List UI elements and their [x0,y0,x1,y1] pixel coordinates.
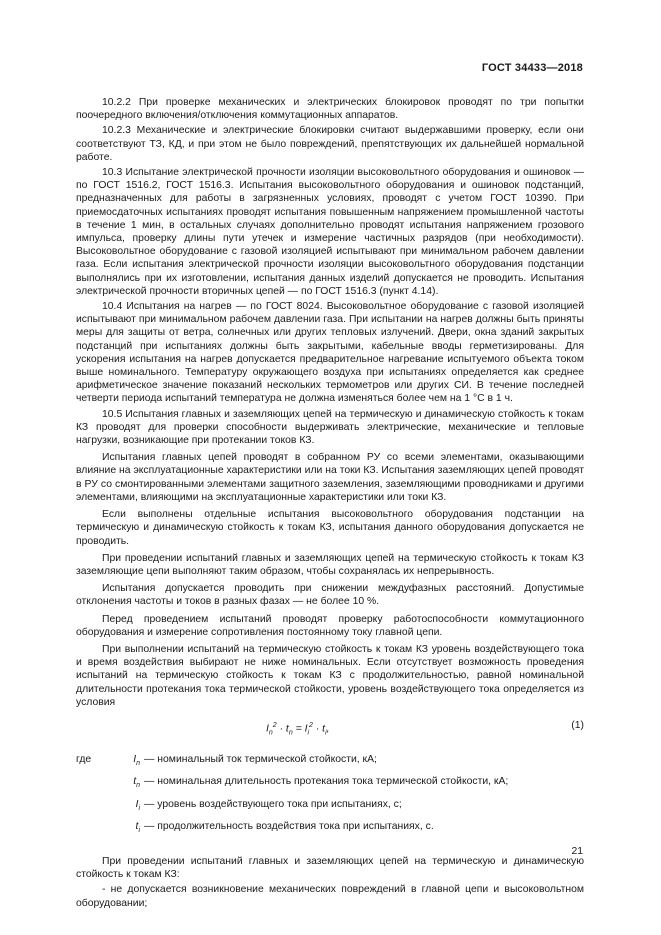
definition-item [76,753,584,770]
definition-text: — уровень воздействующего тока при испытаниях, с; [144,798,402,810]
paragraph-10-3: 10.3 Испытание электрической прочности изоляции высоковольтного оборудования и ошиновок — по ГОСТ 1516.2, ГОСТ 1516.3. Испытания высоковольтного оборудования и ошиновок подстанций, предназначенных для работы в загрязненных условиях, проводят с учетом ГОСТ 10390. При приемосдаточных испытаниях проводят испытания повышенным напряжением промышленной частоты в течение 1 мин, в остальных случаях дополнительно проводят испытания напряжением грозового импульса, проверку длины пути утечек и измерение частичных разрядов (при необходимости). Высоковольтное оборудование с газовой изоляцией испытывают при минимальном рабочем давлении газа. Если испытания электрической прочности изоляции высоковольтного оборудования подстанции выполнялись при их изготовлении, испытания данных изделий допускается не проводить. Испытания электрической прочности вторичных цепей — по ГОСТ 1516.3 (пункт 4.14). [76,167,584,297]
document-header: ГОСТ 34433—2018 [481,62,583,74]
definition-symbol: $t_n$ [133,776,140,790]
formula-row [76,719,584,739]
paragraph-thermal-stability: При выполнении испытаний на термическую стойкость к токам КЗ уровень воздействующего тока и время воздействия выбирают не ниже номинальных. Если отсутствует возможность проведения испытаний на термическую стойкость к токам КЗ с продолжительностью, равной номинальной длительности протекания тока термической стойкости, уровень воздействующего тока определяется из условия [76,643,584,708]
paragraph-pre-check: Перед проведением испытаний проводят проверку работоспособности коммутационного оборудования и измерение сопротивления постоянному току главной цепи. [76,613,584,638]
paragraph-closing-item: - не допускается возникновение механических повреждений в главной цепи и высоковольтном оборудовании; [76,884,584,909]
definitions-list [76,753,584,837]
definition-text: — номинальный ток термической стойкости, кА; [144,753,377,765]
definition-symbol: $I_n$ [133,753,140,768]
page-number: 21 [571,846,583,857]
paragraph-10-4: 10.4 Испытания на нагрев — по ГОСТ 8024. Высоковольтное оборудование с газовой изоляцией испытывают при минимальном рабочем давлении газа. При испытании на нагрев должны быть приняты меры для защиты от ветра, солнечных или других тепловых излучений. Двери, окна зданий закрытых подстанций при испытаниях должны быть закрытыми, кабельные вводы герметизированы. Для ускорения испытания на нагрев допускается предварительное нагревание испытуемого объекта током выше номинального. Температуру окружающего воздуха при испытаниях определяется как среднее арифметическое значение показаний нескольких термометров или других СИ. В течение последней четверти периода испытаний температура не должна изменяться более чем на 1 °С в 1 ч. [76,301,584,405]
definition-text: — номинальная длительность протекания тока термической стойкости, кА; [144,776,509,788]
definition-symbol: $I_i$ [135,798,140,812]
definition-item [76,820,584,837]
definition-item [76,775,584,792]
paragraph-10-2-3: 10.2.3 Механические и электрические блокировки считают выдержавшими проверку, если они соответствуют ТЗ, КД, и при этом не было повреждений, препятствующих их дальнейшей нормальной работе. [76,125,584,163]
definitions-lead: где [76,753,92,765]
formula-expression: $I_n^2 \cdot t_n = I_i^2 \cdot t_i$, [266,721,330,737]
definition-text: — продолжительность воздействия тока при испытаниях, с. [144,820,434,832]
paragraph-10-5: 10.5 Испытания главных и заземляющих цепей на термическую и динамическую стойкость к токам КЗ проводят для проверки способности выдерживать электрические, механические и тепловые нагрузки, возникающие при протекании токов КЗ. [76,408,584,447]
definition-item [76,798,584,815]
definition-symbol: $t_i$ [135,820,140,834]
paragraph-closing-intro: При проведении испытаний главных и заземляющих цепей на термическую и динамическую стойкость к токам КЗ: [76,856,584,881]
paragraph-main-circuits: Испытания главных цепей проводят в собранном РУ со всеми элементами, оказывающими влияние на эксплуатационные характеристики или на токи КЗ. Испытания заземляющих цепей проводят в РУ со смонтированными элементами защитного заземления, заземляющими проводниками и другими элементами, влияющими на эксплуатационные характеристики или токи КЗ. [76,452,584,503]
paragraph-10-2-2: 10.2.2 При проверке механических и электрических блокировок проводят по три попытки поочередного включения/отключения коммутационных аппаратов. [76,97,584,122]
paragraph-grounding-continuity: При проведении испытаний главных и заземляющих цепей на термическую стойкость к токам КЗ заземляющие цепи выполняют таким образом, чтобы сохранялась их непрерывность. [76,552,584,577]
document-body [76,96,584,912]
paragraph-phase-distance: Испытания допускается проводить при снижении междуфазных расстояний. Допустимые отклонения частоты и токов в разных фазах — не более 10 %. [76,583,584,608]
formula-number: (1) [571,719,584,731]
paragraph-separate-tests: Если выполнены отдельные испытания высоковольтного оборудования подстанции на термическую и динамическую стойкость к токам КЗ, испытания данного оборудования допускается не проводить. [76,509,584,547]
